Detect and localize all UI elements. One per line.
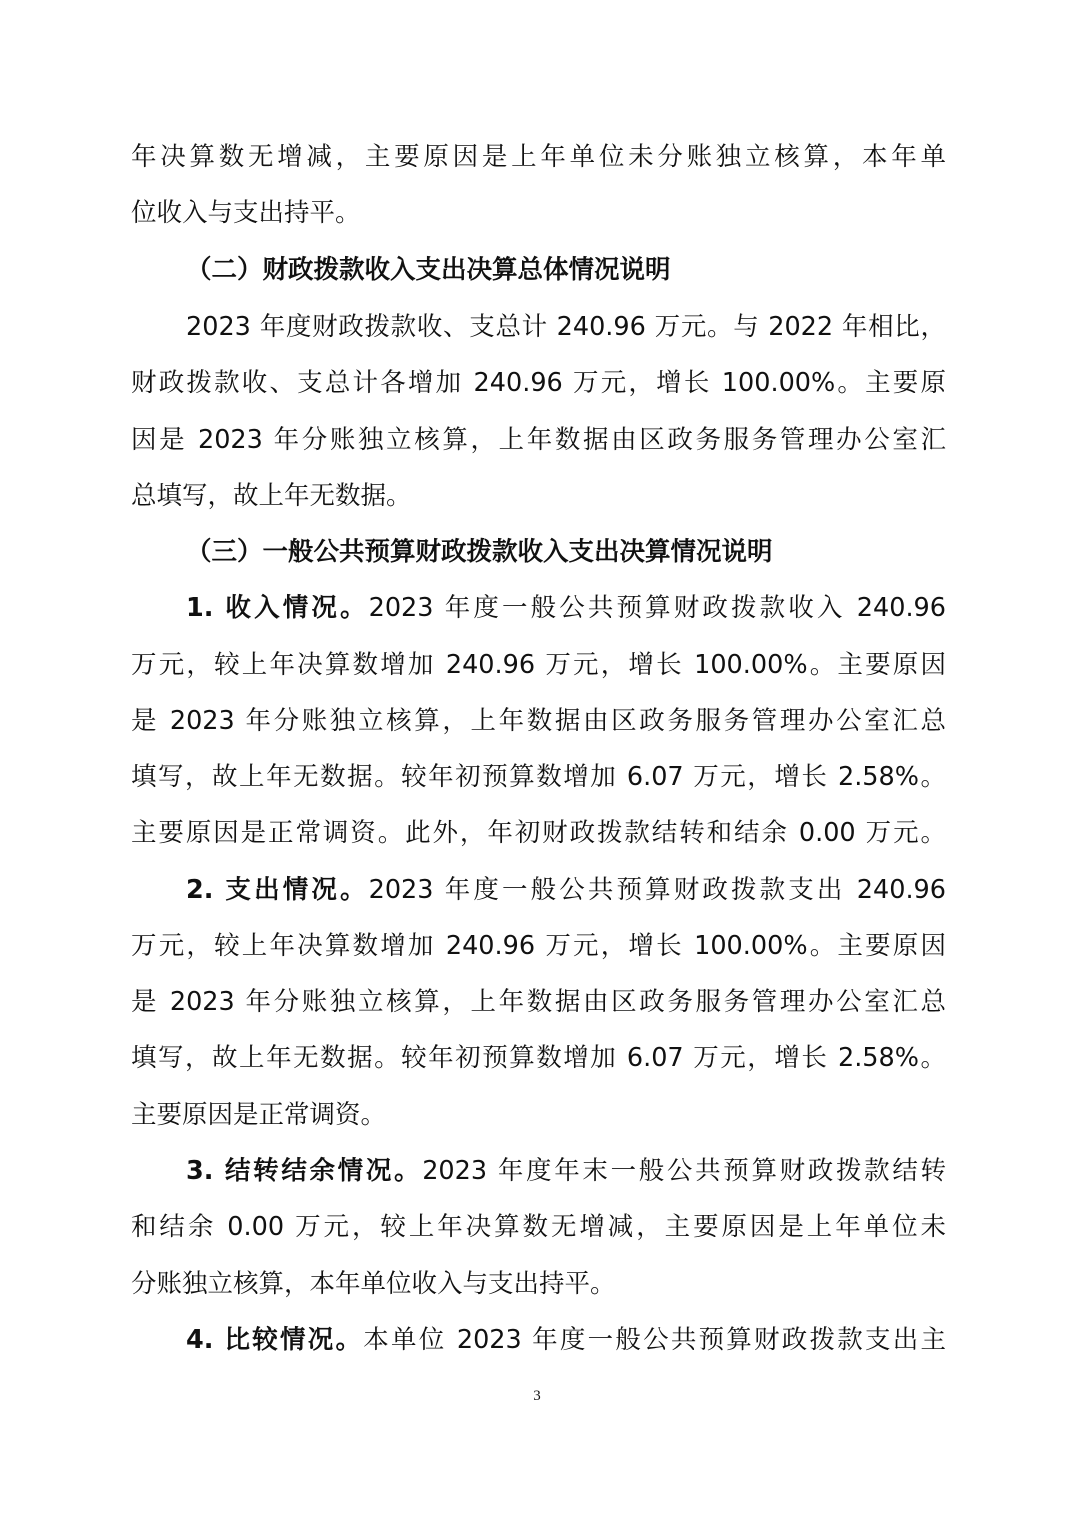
text-line (131, 817, 946, 849)
line-text: 2023 年度一般公共预算财政拨款支出 240.96 (368, 875, 946, 905)
text-line (131, 141, 946, 173)
text-line (131, 930, 946, 962)
bold-lead: 4. 比较情况。 (186, 1325, 364, 1355)
line-text: 万元，较上年决算数增加 240.96 万元，增长 100.00%。主要原因 (131, 931, 946, 961)
line-text: 是 2023 年分账独立核算，上年数据由区政务服务管理办公室汇总 (131, 987, 946, 1017)
line-text: 2023 年度财政拨款收、支总计 240.96 万元。与 2022 年相比， (186, 312, 946, 342)
text-line (131, 197, 946, 229)
bold-lead: （三）一般公共预算财政拨款收入支出决算情况说明 (186, 537, 773, 567)
line-text: 2023 年度年末一般公共预算财政拨款结转 (422, 1156, 946, 1186)
text-line (131, 986, 946, 1018)
text-line (186, 311, 946, 343)
text-line (131, 1042, 946, 1074)
bold-lead: 3. 结转结余情况。 (186, 1156, 423, 1186)
text-line (131, 1211, 946, 1243)
line-text: 主要原因是正常调资。此外，年初财政拨款结转和结余 0.00 万元。 (131, 818, 946, 848)
line-text: 和结余 0.00 万元，较上年决算数无增减，主要原因是上年单位未 (131, 1212, 946, 1242)
line-text: 主要原因是正常调资。 (131, 1100, 387, 1130)
line-text: 填写，故上年无数据。较年初预算数增加 6.07 万元，增长 2.58%。 (131, 762, 946, 792)
line-text: 分账独立核算，本年单位收入与支出持平。 (131, 1269, 616, 1299)
line-text: 位收入与支出持平。 (131, 198, 361, 228)
line-text: 本单位 2023 年度一般公共预算财政拨款支出主 (363, 1325, 947, 1355)
text-line (131, 480, 946, 512)
text-line (186, 592, 946, 624)
line-text: 财政拨款收、支总计各增加 240.96 万元，增长 100.00%。主要原 (131, 368, 946, 398)
section-heading (186, 254, 946, 286)
line-text: 因是 2023 年分账独立核算，上年数据由区政务服务管理办公室汇 (131, 425, 946, 455)
bold-lead: 2. 支出情况。 (186, 875, 369, 905)
bold-lead: （二）财政拨款收入支出决算总体情况说明 (186, 255, 671, 285)
text-line (186, 1324, 946, 1356)
text-line (131, 424, 946, 456)
text-line (131, 1268, 946, 1300)
section-heading (186, 536, 946, 568)
text-line (131, 705, 946, 737)
page-number: 3 (533, 1388, 541, 1404)
text-line (186, 874, 946, 906)
line-text: 总填写，故上年无数据。 (131, 481, 412, 511)
line-text: 填写，故上年无数据。较年初预算数增加 6.07 万元，增长 2.58%。 (131, 1043, 946, 1073)
line-text: 是 2023 年分账独立核算，上年数据由区政务服务管理办公室汇总 (131, 706, 946, 736)
text-line (131, 649, 946, 681)
bold-lead: 1. 收入情况。 (186, 593, 369, 623)
line-text: 2023 年度一般公共预算财政拨款收入 240.96 (368, 593, 946, 623)
text-line (131, 367, 946, 399)
text-line (131, 1099, 946, 1131)
text-line (186, 1155, 946, 1187)
line-text: 年决算数无增减，主要原因是上年单位未分账独立核算，本年单 (131, 142, 946, 172)
text-line (131, 761, 946, 793)
line-text: 万元，较上年决算数增加 240.96 万元，增长 100.00%。主要原因 (131, 650, 946, 680)
